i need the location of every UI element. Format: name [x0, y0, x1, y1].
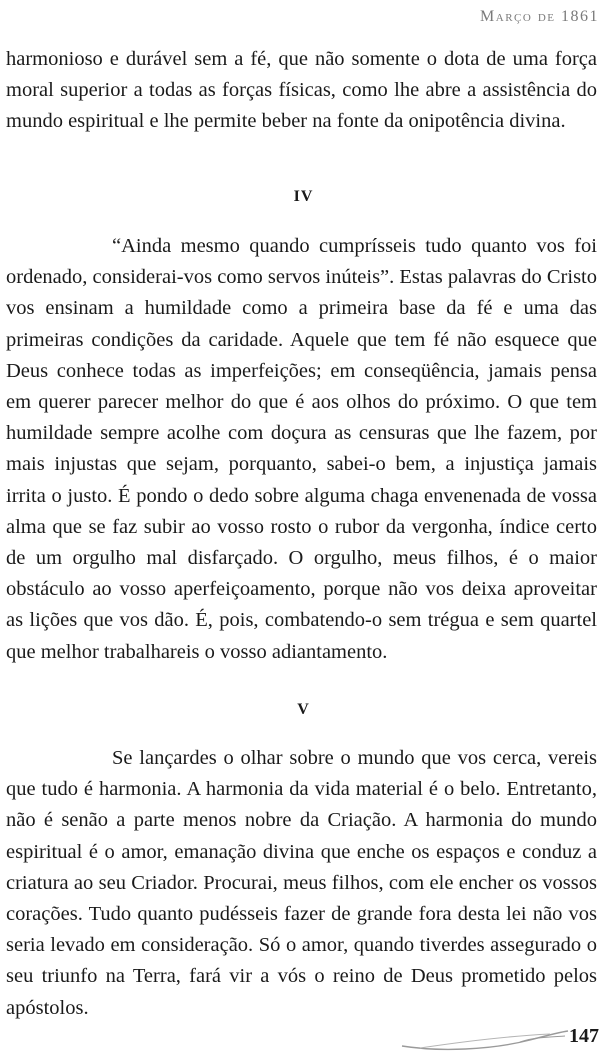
paragraph-v: Se lançardes o olhar sobre o mundo que vos cerca, vereis que tudo é harmonia. A harmonia da vida material é o belo. Entretanto, não é senão a parte menos nobre da Criação. A harmonia do mundo espiritual é o amor, emanação divina que enche os espaços e conduz a criatura ao seu Criador. Procurai, meus filhos, com ele encher os vossos corações. Tudo quanto pudésseis fazer de grande fora desta lei não vos seria levado em consideração. Só o amor, quando tiverdes assegurado o seu triunfo na Terra, fará vir a vós o reino de Deus prometido pelos apóstolos. — [6, 747, 597, 1019]
running-header: Março de 1861 — [480, 8, 599, 25]
paragraph-continuation: harmonioso e durável sem a fé, que não somente o dota de uma força moral superior a todas as forças físicas, como lhe abre a assistência do mundo espiritual e lhe permite beber na fonte da onipotência divina. — [6, 48, 597, 133]
page-number: 147 — [569, 1025, 599, 1047]
section-heading-v: V — [297, 701, 310, 718]
flourish-icon — [400, 1028, 570, 1052]
section-heading-iv: IV — [293, 188, 314, 205]
paragraph-iv: “Ainda mesmo quando cumprísseis tudo quanto vos foi ordenado, considerai-vos como servos inúteis”. Estas palavras do Cristo vos ensinam a humildade como a primeira base da fé e uma das primeiras condições da caridade. Aquele que tem fé não esquece que Deus conhece todas as imperfeições; em conseqüência, jamais pensa em querer parecer melhor do que é aos olhos do próximo. O que tem humildade sempre acolhe com doçura as censuras que lhe fazem, por mais injustas que sejam, porquanto, sabei-o bem, a injustiça jamais irrita o justo. É pondo o dedo sobre alguma chaga envenenada de vossa alma que se faz subir ao vosso rosto o rubor da vergonha, índice certo de um orgulho mal disfarçado. O orgulho, meus filhos, é o maior obstáculo ao vosso aperfeiçoamento, porque não vos deixa aproveitar as lições que vos dão. É, pois, combatendo-o sem trégua e sem quartel que melhor trabalhareis o vosso adiantamento. — [6, 235, 597, 663]
